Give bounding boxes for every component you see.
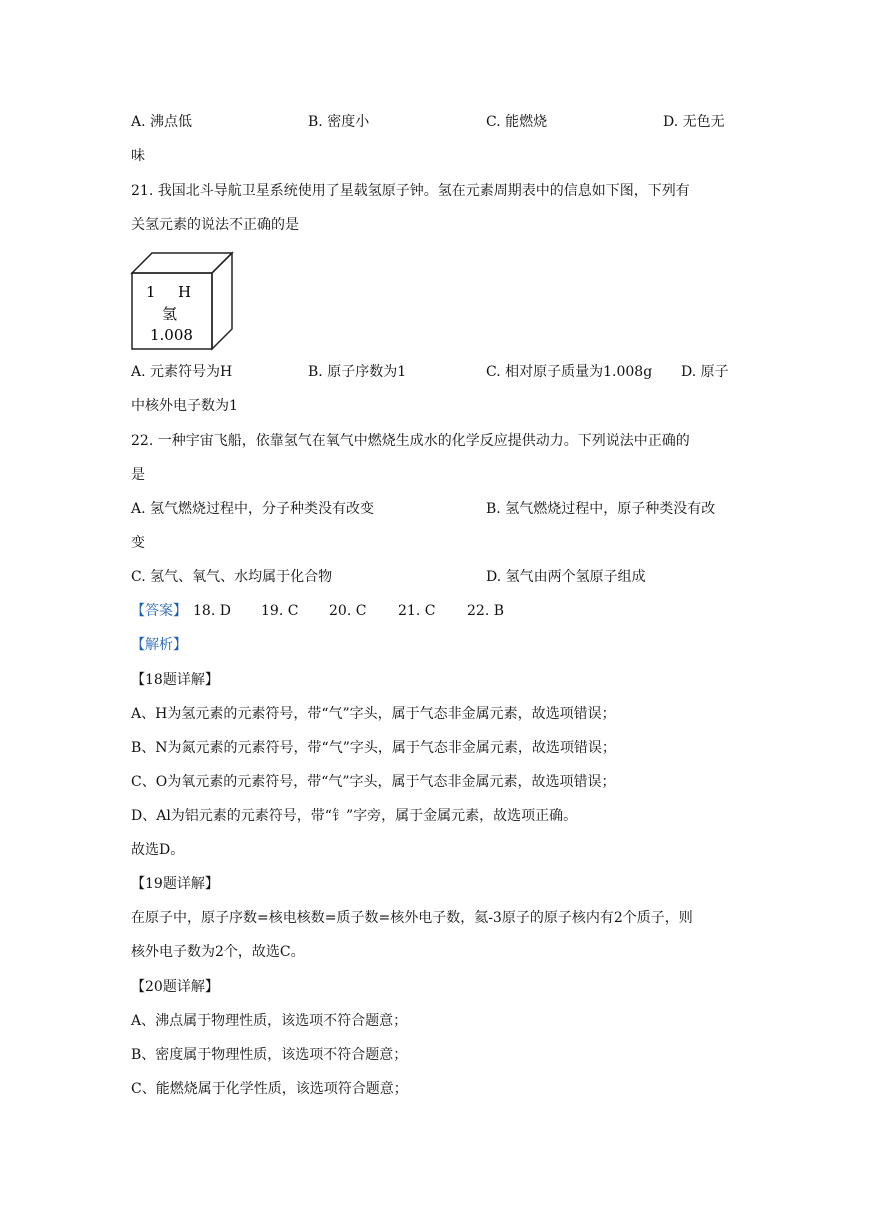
q20-option-a: A. 沸点低 <box>131 114 193 130</box>
detail18-heading: 【18题详解】 <box>131 672 219 688</box>
detail20-heading: 【20题详解】 <box>131 979 219 995</box>
detail19-heading: 【19题详解】 <box>131 876 219 892</box>
q22-option-b-wrap: 变 <box>131 535 145 551</box>
element-mass: 1.008 <box>150 326 193 344</box>
q22-stem-line2: 是 <box>131 467 145 483</box>
element-cell-figure <box>128 251 236 351</box>
answer-label: 【答案】 <box>131 603 187 619</box>
q22-option-a: A. 氢气燃烧过程中，分子种类没有改变 <box>131 501 375 517</box>
answer-item: 20. C <box>329 603 367 619</box>
detail20-line: C、能燃烧属于化学性质，该选项符合题意； <box>131 1081 408 1097</box>
q21-option-b: B. 原子序数为1 <box>308 364 407 380</box>
detail18-line: B、N为氮元素的元素符号，带“气”字头，属于气态非金属元素，故选项错误； <box>131 740 616 756</box>
q21-option-wrap: 中核外电子数为1 <box>131 398 238 414</box>
q21-option-d: D. 原子 <box>681 364 729 380</box>
answer-item: 19. C <box>261 603 299 619</box>
answer-item: 18. D <box>193 603 231 619</box>
q21-stem-line2: 关氢元素的说法不正确的是 <box>131 217 299 233</box>
detail18-line: 故选D。 <box>131 842 185 858</box>
detail19-line: 核外电子数为2个，故选C。 <box>131 944 305 960</box>
detail19-line: 在原子中，原子序数=核电核数=质子数=核外电子数，氦-3原子的原子核内有2个质子，则 <box>131 910 693 926</box>
element-name: 氢 <box>162 305 178 323</box>
q22-option-b: B. 氢气燃烧过程中，原子种类没有改 <box>486 501 716 517</box>
detail18-line: A、H为氢元素的元素符号，带“气”字头，属于气态非金属元素，故选项错误； <box>131 706 616 722</box>
detail18-line: D、Al为铝元素的元素符号，带“钅”字旁，属于金属元素，故选项正确。 <box>131 808 578 824</box>
detail18-line: C、O为氧元素的元素符号，带“气”字头，属于气态非金属元素，故选项错误； <box>131 774 616 790</box>
q22-option-c: C. 氢气、氧气、水均属于化合物 <box>131 569 333 585</box>
q20-option-b: B. 密度小 <box>308 114 370 130</box>
answer-item: 22. B <box>467 603 505 619</box>
q21-stem-line1: 21. 我国北斗导航卫星系统使用了星载氢原子钟。氢在元素周期表中的信息如下图，下列有 <box>131 183 690 199</box>
element-symbol: H <box>178 283 192 301</box>
answer-item: 21. C <box>398 603 436 619</box>
detail20-line: A、沸点属于物理性质，该选项不符合题意； <box>131 1013 408 1029</box>
analysis-label: 【解析】 <box>131 637 187 653</box>
q22-stem-line1: 22. 一种宇宙飞船，依靠氢气在氧气中燃烧生成水的化学反应提供动力。下列说法中正确的 <box>131 433 690 449</box>
q20-option-wrap: 味 <box>131 148 145 164</box>
q21-option-a: A. 元素符号为H <box>131 364 233 380</box>
detail20-line: B、密度属于物理性质，该选项不符合题意； <box>131 1047 408 1063</box>
q20-option-c: C. 能燃烧 <box>486 114 548 130</box>
q21-option-c: C. 相对原子质量为1.008g <box>486 364 653 380</box>
element-number: 1 <box>146 283 156 301</box>
q20-option-d: D. 无色无 <box>663 114 725 130</box>
q22-option-d: D. 氢气由两个氢原子组成 <box>486 569 646 585</box>
